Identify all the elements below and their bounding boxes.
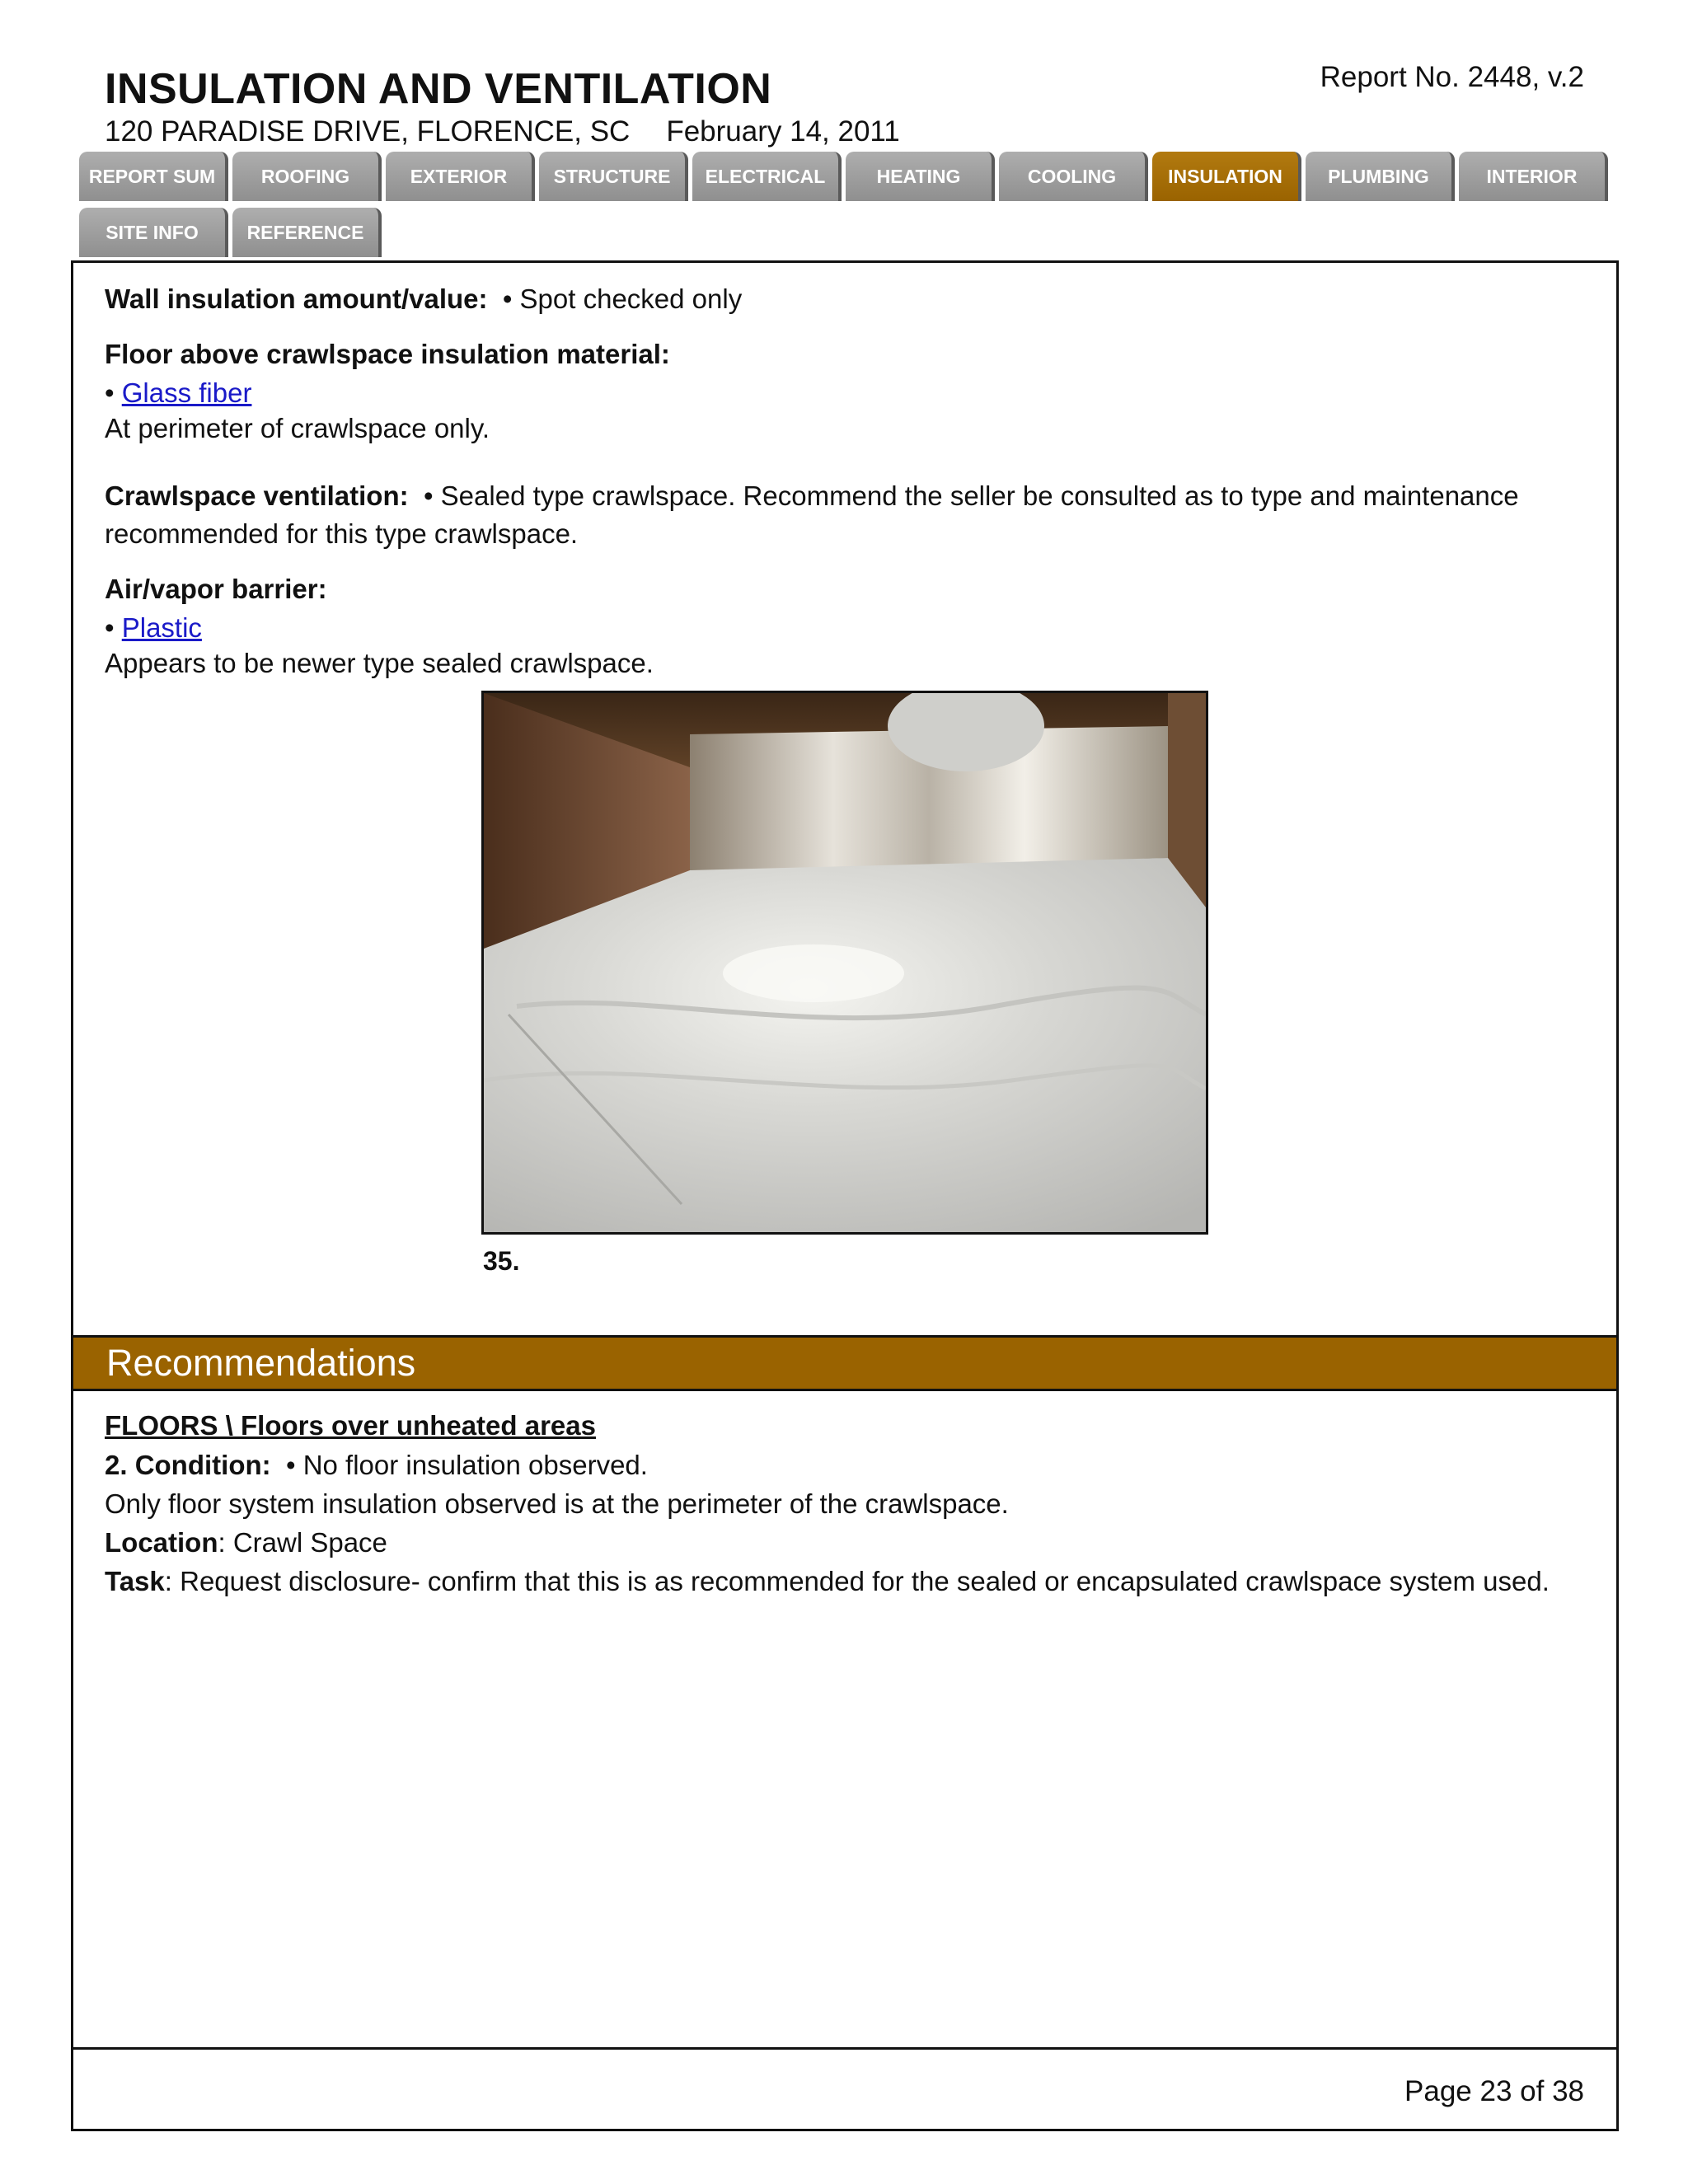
tab-electrical[interactable]: ELECTRICAL	[692, 152, 842, 201]
tab-reference[interactable]: REFERENCE	[232, 208, 382, 257]
plastic-link[interactable]: Plastic	[121, 612, 202, 643]
condition-row	[105, 1446, 1588, 1484]
section-tabs-row-1	[79, 152, 1612, 201]
condition-label: 2. Condition:	[105, 1450, 271, 1480]
condition-note: Only floor system insulation observed is at the perimeter of the crawlspace.	[105, 1488, 1009, 1519]
report-date: February 14, 2011	[666, 115, 900, 148]
crawlspace-ventilation-value-cont: recommended for this type crawlspace.	[105, 518, 579, 549]
task-label: Task	[105, 1566, 165, 1596]
glass-fiber-link[interactable]: Glass fiber	[121, 377, 252, 408]
tab-plumbing[interactable]: PLUMBING	[1306, 152, 1455, 201]
floor-insulation-item: • Glass fiber	[105, 377, 252, 408]
floor-insulation-label	[105, 335, 1588, 373]
crawlspace-photo	[481, 691, 1208, 1235]
air-vapor-barrier-item: • Plastic	[105, 612, 202, 643]
crawlspace-ventilation-value: • Sealed type crawlspace. Recommend the seller be consulted as to type and maintenance	[423, 480, 1519, 511]
tab-site-info[interactable]: SITE INFO	[79, 208, 228, 257]
tab-structure[interactable]: STRUCTURE	[539, 152, 688, 201]
task-row	[105, 1563, 1588, 1601]
footer-divider	[71, 2047, 1619, 2050]
floors-section-link: FLOORS \ Floors over unheated areas	[105, 1410, 596, 1441]
tab-heating[interactable]: HEATING	[846, 152, 995, 201]
tab-report-sum[interactable]: REPORT SUM	[79, 152, 228, 201]
page-number: Page 23 of 38	[1404, 2075, 1584, 2107]
condition-value: • No floor insulation observed.	[285, 1450, 648, 1480]
tab-cooling[interactable]: COOLING	[999, 152, 1148, 201]
floor-insulation-heading: Floor above crawlspace insulation material:	[105, 339, 670, 369]
tab-exterior[interactable]: EXTERIOR	[386, 152, 535, 201]
location-label: Location	[105, 1527, 218, 1558]
property-address: 120 PARADISE DRIVE, FLORENCE, SC	[105, 115, 631, 148]
air-vapor-barrier-label	[105, 570, 1588, 608]
air-vapor-barrier-heading: Air/vapor barrier:	[105, 574, 327, 604]
crawlspace-ventilation-row	[105, 477, 1588, 515]
property-address-line	[105, 115, 900, 148]
photo-caption: 35.	[483, 1246, 520, 1276]
crawlspace-ventilation-label: Crawlspace ventilation:	[105, 480, 409, 511]
tab-roofing[interactable]: ROOFING	[232, 152, 382, 201]
location-value: : Crawl Space	[218, 1527, 387, 1558]
location-row	[105, 1524, 1588, 1562]
crawlspace-photo-image	[484, 693, 1206, 1232]
section-tabs-row-2	[79, 208, 1612, 257]
wall-insulation-label: Wall insulation amount/value:	[105, 284, 488, 314]
tab-insulation[interactable]: INSULATION	[1152, 152, 1301, 201]
task-value: : Request disclosure- confirm that this is as recommended for the sealed or encapsulated crawlspace system used.	[164, 1566, 1550, 1596]
wall-insulation-row	[105, 280, 1588, 318]
tab-interior[interactable]: INTERIOR	[1459, 152, 1608, 201]
page-title: INSULATION AND VENTILATION	[105, 65, 772, 113]
air-vapor-barrier-note: Appears to be newer type sealed crawlspace.	[105, 648, 654, 678]
wall-insulation-value: • Spot checked only	[502, 284, 743, 314]
report-number: Report No. 2448, v.2	[1320, 61, 1584, 93]
recommendations-heading: Recommendations	[71, 1335, 1619, 1391]
floor-insulation-note: At perimeter of crawlspace only.	[105, 413, 490, 443]
recommendation-section-title	[105, 1407, 1588, 1445]
